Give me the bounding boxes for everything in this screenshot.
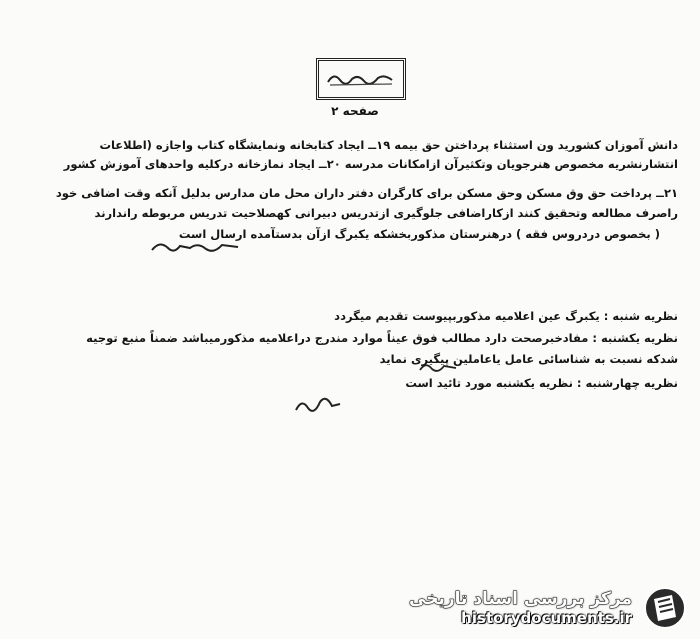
paragraph1-line-1: دانش آموزان کشورید ون استثناء پرداختن حق بیمه ۱۹ــ ایجاد کتابخانه ونمایشگاه کتاب واجازه (اطلاعات [99, 138, 678, 152]
paragraph2-line-1: نظریه شنبه : یکبرگ عین اعلامیه مذکوربپیوست تقدیم میگردد [334, 309, 678, 323]
watermark-url: historydocuments.ir [461, 609, 632, 627]
paragraph1-line-4: راصرف مطالعه وتحقیق کنند ازکاراضافی جلوگیری ازتدریس دبیرانی کهصلاحیت تدریس مربوطه راندارند [94, 206, 678, 220]
stamp-scribble-icon [326, 70, 396, 88]
paragraph1-line-3: ۲۱ــ پرداخت حق وق مسکن وحق مسکن برای کارگران دفتر داران محل مان مدارس بدلیل آنکه وقت اضافی خود [55, 186, 678, 200]
signature-scribble-icon [418, 358, 458, 376]
archive-watermark [409, 585, 688, 631]
paragraph2-line-3: شدکه نسبت به شناسائی عامل یاعاملین پیگیری نماید [379, 352, 678, 366]
paragraph1-line-5: ( بخصوص دردروس فقه ) درهنرستان مذکوربخشکه یکبرگ ازآن بدستآمده ارسال است [178, 227, 660, 241]
archive-logo-icon [642, 585, 688, 631]
handwritten-signature-3 [292, 392, 342, 422]
signature-scribble-icon [150, 236, 240, 258]
paragraph2-line-2: نظریه یکشنبه : مفادخبرصحت دارد مطالب فوق عیناً موارد مندرج دراعلامیه مذکورمیباشد ضمناً منبع توجیه [86, 331, 678, 345]
watermark-title: مرکز بررسی اسناد تاریخی [409, 589, 632, 609]
paragraph1-line-2: انتشارنشریه مخصوص هنرجویان وتکثیرآن ازامکانات مدرسه ۲۰ــ ایجاد نمازخانه درکلیه واحدهای آموزش کشور [63, 157, 678, 171]
handwritten-signature-2 [418, 358, 458, 380]
paragraph2-line-4: نظریه چهارشنبه : نظریه یکشنبه مورد تائید است [405, 376, 678, 390]
handwritten-signature-1 [150, 236, 240, 262]
page-number: صفحه ۲ [331, 104, 379, 118]
classification-stamp [316, 58, 406, 100]
signature-scribble-icon [292, 392, 342, 418]
